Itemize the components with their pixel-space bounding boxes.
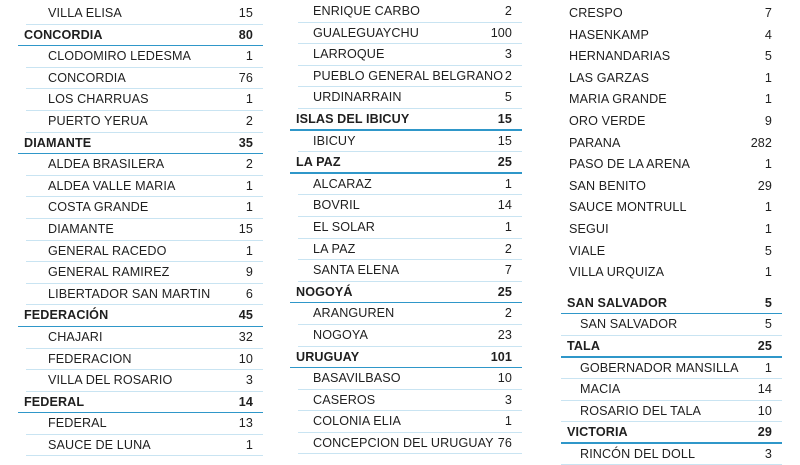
locality-name: VILLA DEL ROSARIO [48, 373, 173, 388]
locality-name: CASEROS [313, 392, 376, 407]
locality-count: 1 [504, 414, 512, 429]
locality-row [18, 349, 263, 371]
locality-row [18, 154, 263, 176]
locality-row [561, 89, 782, 111]
locality-row [18, 46, 263, 68]
locality-name: LIBERTADOR SAN MARTIN [48, 286, 211, 301]
locality-row [561, 379, 782, 401]
locality-name: EL SOLAR [313, 219, 375, 234]
locality-name: LARROQUE [313, 47, 385, 62]
column-left [18, 3, 263, 456]
locality-name: LAS GARZAS [569, 70, 650, 85]
locality-count: 3 [504, 47, 512, 62]
locality-name: VILLA URQUIZA [569, 265, 665, 280]
locality-name: COLONIA ELIA [313, 414, 401, 429]
department-total: 45 [238, 308, 253, 323]
locality-count: 76 [238, 70, 253, 85]
locality-row [18, 68, 263, 90]
locality-count: 1 [764, 157, 772, 172]
locality-name: IBICUY [313, 133, 356, 148]
locality-count: 5 [764, 317, 772, 332]
locality-row [561, 111, 782, 133]
locality-count: 1 [504, 176, 512, 191]
department-total: 15 [497, 111, 512, 126]
locality-count: 13 [238, 416, 253, 431]
locality-name: COSTA GRANDE [48, 200, 149, 215]
locality-name: ALDEA BRASILERA [48, 157, 165, 172]
locality-row [290, 1, 522, 23]
locality-name: CONCORDIA [48, 70, 126, 85]
department-name: VICTORIA [567, 425, 628, 440]
locality-count: 1 [245, 200, 253, 215]
locality-name: MACIA [580, 382, 621, 397]
department-header-row [561, 422, 782, 444]
locality-count: 5 [764, 49, 772, 64]
locality-name: GUALEGUAYCHU [313, 25, 419, 40]
department-total: 25 [497, 284, 512, 299]
locality-count: 2 [245, 113, 253, 128]
spacer [561, 284, 782, 293]
locality-count: 29 [757, 178, 772, 193]
locality-name: HERNANDARIAS [569, 49, 671, 64]
department-name: CONCORDIA [24, 27, 103, 42]
locality-name: URDINARRAIN [313, 90, 402, 105]
locality-name: SAUCE DE LUNA [48, 437, 151, 452]
locality-count: 14 [497, 198, 512, 213]
locality-row [290, 390, 522, 412]
locality-row [290, 260, 522, 282]
locality-count: 15 [497, 133, 512, 148]
locality-count: 3 [245, 373, 253, 388]
locality-row [561, 154, 782, 176]
locality-row [561, 25, 782, 47]
locality-count: 3 [504, 392, 512, 407]
department-total: 80 [238, 27, 253, 42]
locality-row [290, 303, 522, 325]
locality-row [290, 239, 522, 261]
locality-count: 9 [245, 265, 253, 280]
locality-name: RINCÓN DEL DOLL [580, 446, 696, 461]
department-header-row [18, 305, 263, 327]
locality-count: 2 [504, 241, 512, 256]
locality-count: 15 [238, 6, 253, 20]
right-block-departments [561, 293, 782, 465]
locality-count: 1 [504, 219, 512, 234]
locality-name: ROSARIO DEL TALA [580, 403, 702, 418]
locality-count: 14 [757, 382, 772, 397]
locality-count: 10 [497, 371, 512, 386]
department-header-row [290, 152, 522, 174]
locality-row [18, 370, 263, 392]
locality-row [290, 195, 522, 217]
department-header-row [18, 392, 263, 414]
locality-row [18, 284, 263, 306]
locality-row [290, 87, 522, 109]
department-name: SAN SALVADOR [567, 295, 668, 310]
locality-name: PARANA [569, 135, 621, 150]
department-header-row [18, 25, 263, 47]
locality-name: ALDEA VALLE MARIA [48, 178, 176, 193]
locality-name: CHAJARI [48, 329, 103, 344]
locality-row [18, 89, 263, 111]
locality-count: 76 [497, 435, 512, 450]
locality-row [290, 44, 522, 66]
column-right [561, 3, 782, 465]
locality-count: 6 [245, 286, 253, 301]
department-name: URUGUAY [296, 349, 360, 364]
locality-row [18, 241, 263, 263]
locality-count: 5 [504, 90, 512, 105]
locality-row [290, 23, 522, 45]
locality-count: 1 [764, 92, 772, 107]
locality-count: 10 [238, 351, 253, 366]
locality-count: 1 [764, 70, 772, 85]
department-total: 101 [490, 349, 512, 364]
locality-name: SANTA ELENA [313, 263, 400, 278]
locality-name: CONCEPCION DEL URUGUAY [313, 435, 494, 450]
locality-name: ORO VERDE [569, 113, 646, 128]
locality-row [561, 176, 782, 198]
locality-row [290, 131, 522, 153]
locality-row [561, 68, 782, 90]
locality-count: 2 [245, 157, 253, 172]
locality-row [18, 327, 263, 349]
department-name: ISLAS DEL IBICUY [296, 111, 410, 126]
department-name: FEDERAL [24, 394, 85, 409]
locality-count: 15 [238, 221, 253, 236]
department-name: LA PAZ [296, 155, 341, 170]
locality-name: SAN SALVADOR [580, 317, 678, 332]
locality-name: HASENKAMP [569, 27, 649, 42]
department-total: 25 [757, 338, 772, 353]
locality-row [18, 176, 263, 198]
locality-name: MARIA GRANDE [569, 92, 667, 107]
department-header-row [290, 347, 522, 369]
locality-count: 7 [764, 6, 772, 20]
locality-row [290, 217, 522, 239]
locality-count: 4 [764, 27, 772, 42]
locality-name: BOVRIL [313, 198, 360, 213]
locality-name: GOBERNADOR MANSILLA [580, 360, 739, 375]
locality-name: DIAMANTE [48, 221, 114, 236]
locality-count: 1 [245, 243, 253, 258]
department-header-row [561, 336, 782, 358]
locality-name: FEDERAL [48, 416, 107, 431]
department-total: 29 [757, 425, 772, 440]
locality-name: PUERTO YERUA [48, 113, 148, 128]
locality-name: LOS CHARRUAS [48, 92, 149, 107]
locality-name: ENRIQUE CARBO [313, 4, 420, 18]
locality-row [290, 325, 522, 347]
locality-name: NOGOYA [313, 327, 368, 342]
locality-name: GENERAL RACEDO [48, 243, 167, 258]
locality-name: BASAVILBASO [313, 371, 401, 386]
department-total: 5 [764, 295, 772, 310]
locality-name: FEDERACION [48, 351, 132, 366]
locality-row [18, 435, 263, 457]
locality-row [290, 411, 522, 433]
locality-row [18, 111, 263, 133]
locality-row [561, 401, 782, 423]
locality-name: SAUCE MONTRULL [569, 200, 687, 215]
locality-row [18, 3, 263, 25]
department-header-row [290, 109, 522, 131]
locality-row [290, 433, 522, 455]
department-name: DIAMANTE [24, 135, 92, 150]
locality-count: 10 [757, 403, 772, 418]
department-name: FEDERACIÓN [24, 308, 109, 323]
locality-count: 1 [245, 437, 253, 452]
locality-name: ARANGUREN [313, 306, 395, 321]
locality-count: 3 [764, 446, 772, 461]
locality-row [561, 358, 782, 380]
locality-name: SAN BENITO [569, 178, 647, 193]
locality-row [18, 413, 263, 435]
locality-row [561, 133, 782, 155]
locality-name: VIALE [569, 243, 606, 258]
locality-count: 2 [504, 306, 512, 321]
department-name: NOGOYÁ [296, 284, 353, 299]
locality-count: 32 [238, 329, 253, 344]
locality-row [561, 3, 782, 25]
locality-row [18, 219, 263, 241]
locality-row [561, 197, 782, 219]
locality-count: 9 [764, 113, 772, 128]
locality-count: 1 [764, 200, 772, 215]
locality-row [18, 262, 263, 284]
department-total: 25 [497, 155, 512, 170]
locality-name: CRESPO [569, 6, 623, 20]
department-header-row [18, 133, 263, 155]
locality-count: 1 [245, 49, 253, 64]
department-total: 14 [238, 394, 253, 409]
locality-row [561, 444, 782, 465]
locality-count: 2 [504, 4, 512, 18]
locality-row [290, 174, 522, 196]
locality-count: 282 [750, 135, 772, 150]
locality-name: CLODOMIRO LEDESMA [48, 49, 192, 64]
department-name: TALA [567, 338, 601, 353]
locality-row [290, 66, 522, 88]
locality-row [561, 219, 782, 241]
locality-name: LA PAZ [313, 241, 356, 256]
locality-row [561, 46, 782, 68]
locality-name: ALCARAZ [313, 176, 372, 191]
locality-row [18, 197, 263, 219]
locality-count: 1 [764, 360, 772, 375]
locality-count: 1 [245, 178, 253, 193]
locality-row [561, 262, 782, 284]
locality-count: 2 [504, 68, 512, 83]
locality-name: PASO DE LA ARENA [569, 157, 691, 172]
locality-count: 1 [245, 92, 253, 107]
locality-row [561, 314, 782, 336]
locality-name: SEGUI [569, 221, 609, 236]
locality-count: 1 [764, 221, 772, 236]
locality-count: 100 [490, 25, 512, 40]
department-total: 35 [238, 135, 253, 150]
locality-count: 7 [504, 263, 512, 278]
column-middle [290, 1, 522, 454]
department-header-row [561, 293, 782, 315]
locality-name: VILLA ELISA [48, 6, 122, 20]
locality-count: 1 [764, 265, 772, 280]
department-header-row [290, 282, 522, 304]
locality-name: GENERAL RAMIREZ [48, 265, 170, 280]
locality-name: PUEBLO GENERAL BELGRANO [313, 68, 504, 83]
locality-row [290, 368, 522, 390]
locality-count: 23 [497, 327, 512, 342]
right-block-parana [561, 3, 782, 284]
locality-count: 5 [764, 243, 772, 258]
locality-row [561, 241, 782, 263]
